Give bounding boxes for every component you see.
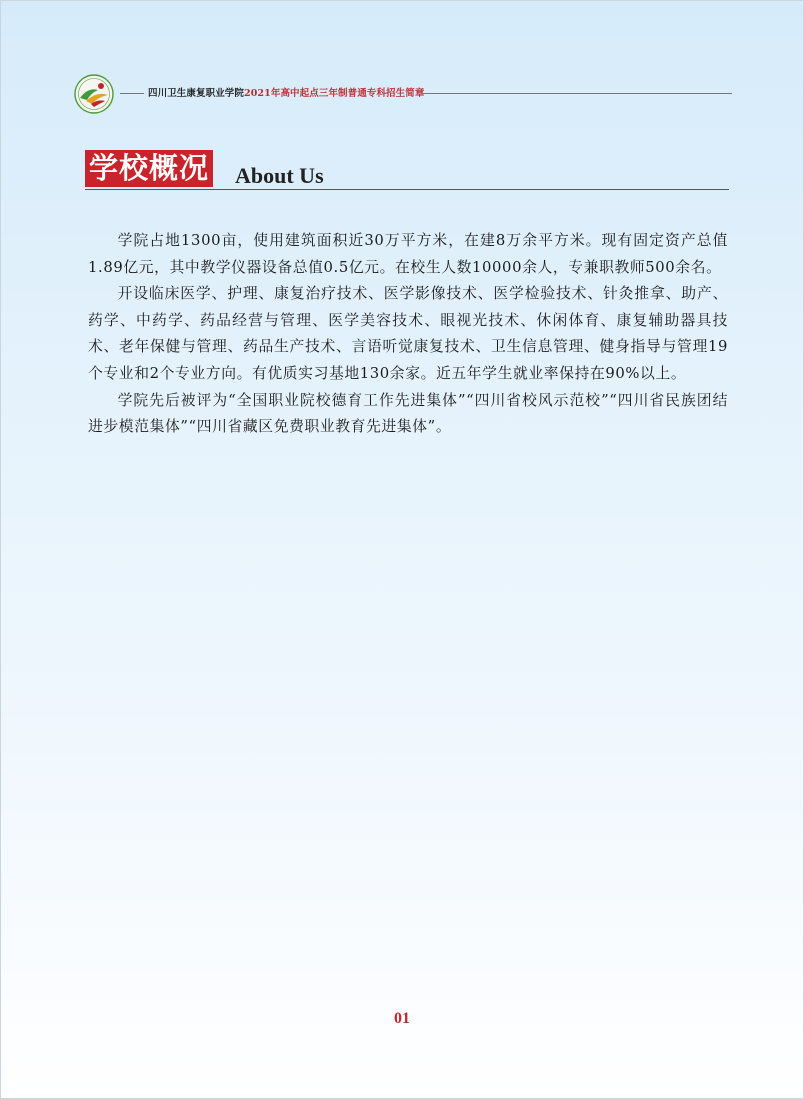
- school-emblem-icon: [74, 74, 114, 114]
- header-title: [148, 85, 424, 99]
- section-heading-rule: [85, 189, 729, 190]
- header-school-name: 四川卫生康复职业学院: [148, 88, 245, 99]
- section-title-en: About Us: [235, 163, 324, 188]
- body-content: [88, 228, 728, 441]
- page-header: [74, 74, 734, 114]
- paragraph-honors: 学院先后被评为“全国职业院校德育工作先进集体”“四川省校风示范校”“四川省民族团结进步模范集体”“四川省藏区免费职业教育先进集体”。: [88, 391, 728, 436]
- section-heading: [85, 150, 729, 192]
- header-brochure-name: 2021年高中起点三年制普通专科招生简章: [244, 88, 425, 99]
- header-divider-left: [120, 93, 144, 94]
- paragraph-programs: 开设临床医学、护理、康复治疗技术、医学影像技术、医学检验技术、针灸推拿、助产、药学、中药学、药品经营与管理、医学美容技术、眼视光技术、休闲体育、康复辅助器具技术、老年保健与管理、药品生产技术、言语听觉康复技术、卫生信息管理、健身指导与管理19个专业和2个专业方向。有优质实习基地130余家。近五年学生就业率保持在90%以上。: [88, 285, 728, 382]
- paragraph-campus-overview: 学院占地1300亩，使用建筑面积近30万平方米，在建8万余平方米。现有固定资产总值1.89亿元，其中教学仪器设备总值0.5亿元。在校生人数10000余人，专兼职教师500余名。: [88, 232, 728, 276]
- page-number: 01: [394, 1010, 410, 1027]
- section-title-cn: 学校概况: [85, 150, 213, 187]
- header-divider-right: [422, 93, 732, 94]
